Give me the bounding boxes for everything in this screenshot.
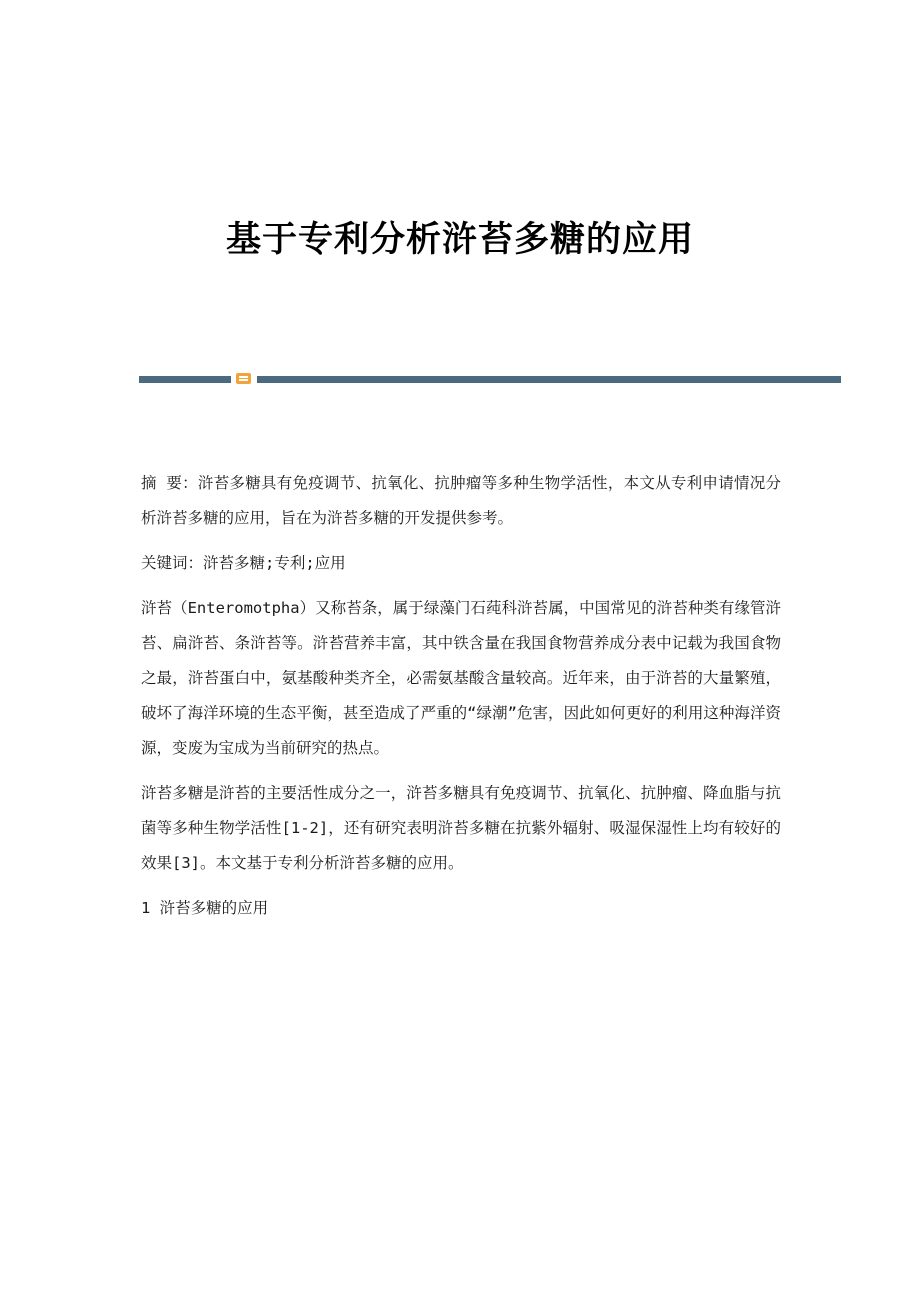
page-title: 基于专利分析浒苔多糖的应用 [225,220,694,260]
title-divider [139,372,841,386]
section-heading: 1 浒苔多糖的应用 [141,899,269,917]
polysaccharide-paragraph: 浒苔多糖是浒苔的主要活性成分之一，浒苔多糖具有免疫调节、抗氧化、抗肿瘤、降血脂与抗菌等多种生物学活性[1-2]，还有研究表明浒苔多糖在抗紫外辐射、吸湿保湿性上均有较好的效果[3]。本文基于专利分析浒苔多糖的应用。 [141,784,781,872]
divider-bar-right [257,376,841,383]
keywords-paragraph: 关键词：浒苔多糖;专利;应用 [141,554,346,572]
divider-bar-left [139,376,231,383]
document-body [141,466,781,936]
abstract-paragraph: 摘 要：浒苔多糖具有免疫调节、抗氧化、抗肿瘤等多种生物学活性，本文从专利申请情况分析浒苔多糖的应用，旨在为浒苔多糖的开发提供参考。 [141,474,781,527]
intro-paragraph: 浒苔（Enteromotpha）又称苔条，属于绿藻门石莼科浒苔属，中国常见的浒苔种类有缘管浒苔、扁浒苔、条浒苔等。浒苔营养丰富，其中铁含量在我国食物营养成分表中记载为我国食物之最，浒苔蛋白中，氨基酸种类齐全，必需氨基酸含量较高。近年来，由于浒苔的大量繁殖，破坏了海洋环境的生态平衡，甚至造成了严重的“绿潮”危害，因此如何更好的利用这种海洋资源，变废为宝成为当前研究的热点。 [141,599,781,757]
divider-emblem-icon [236,373,251,384]
